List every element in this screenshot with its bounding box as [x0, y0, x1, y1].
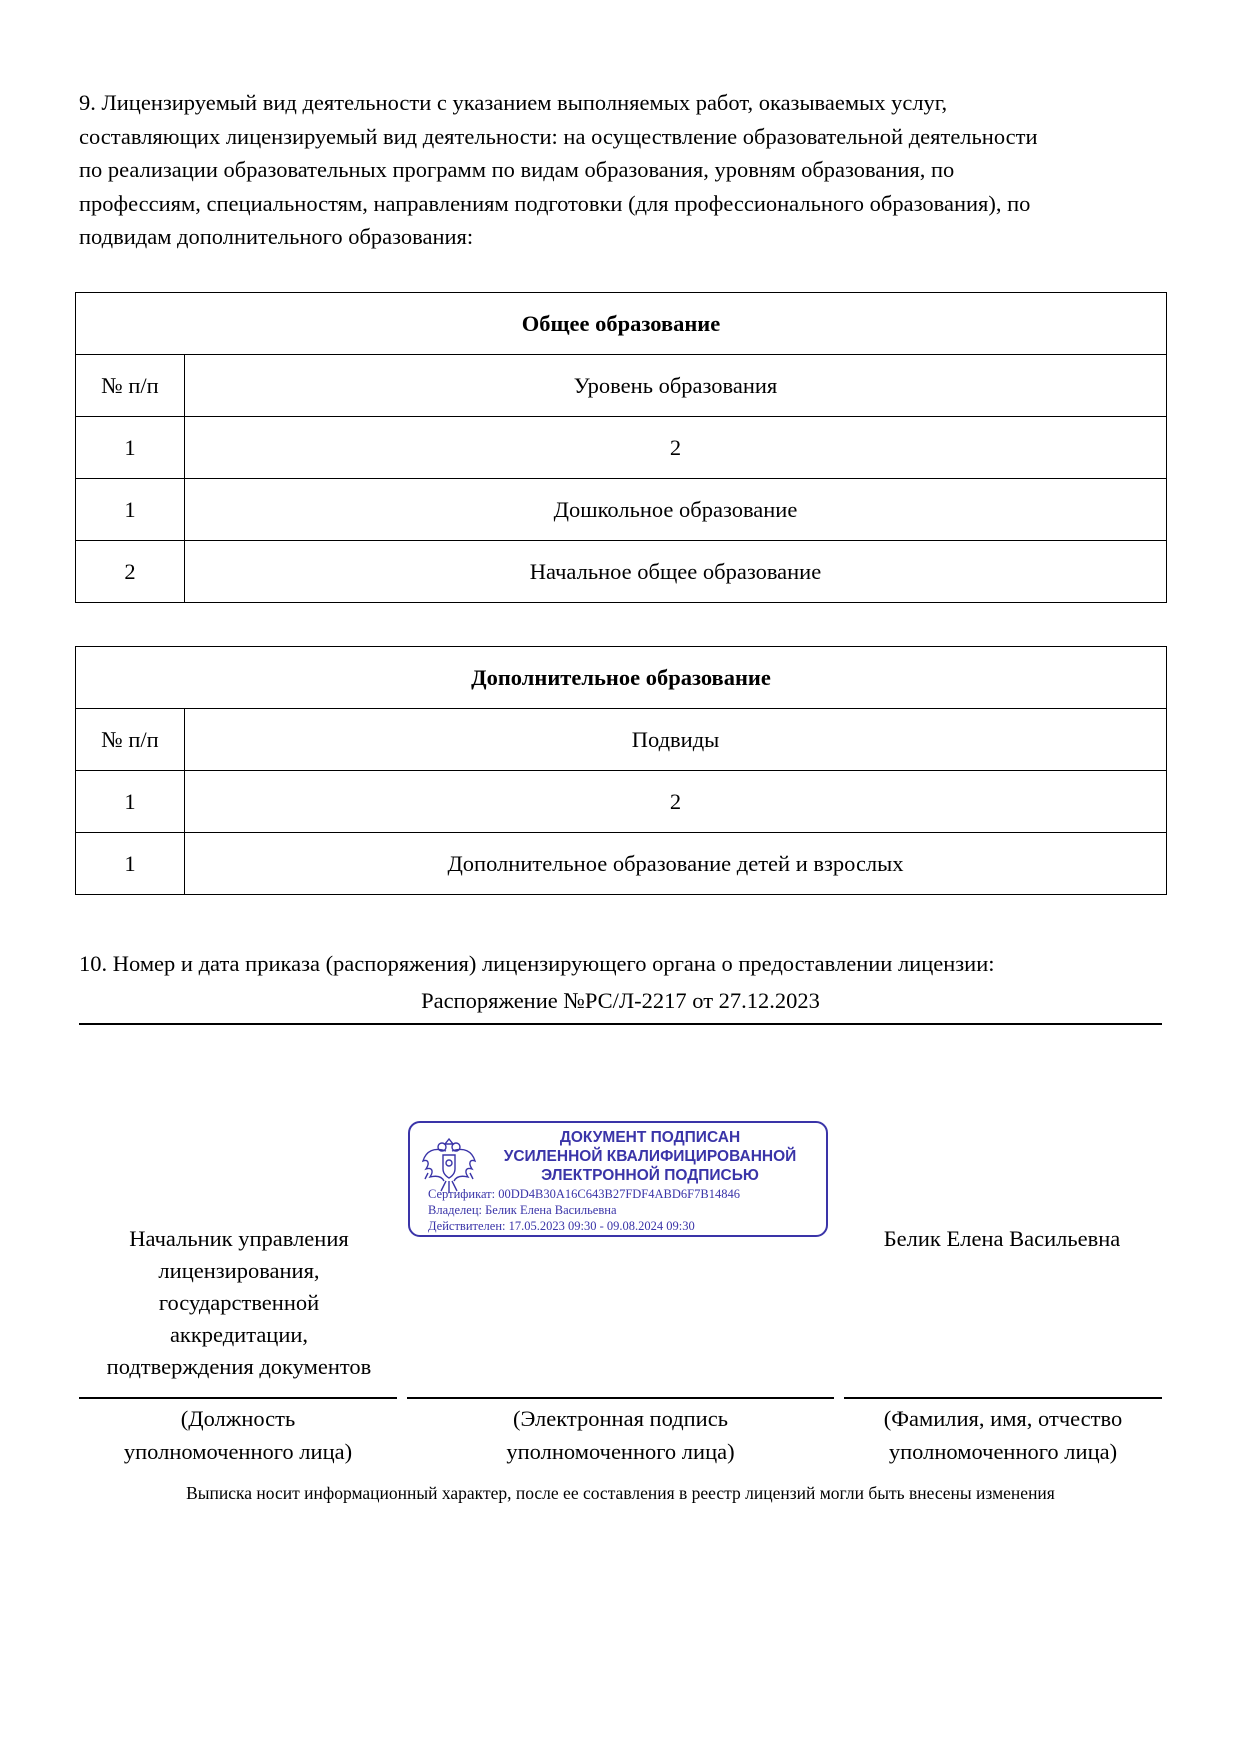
- table-cell: 1: [76, 771, 185, 833]
- table-header-row: [76, 355, 1167, 417]
- caption-line: (Должность: [180, 1406, 296, 1431]
- order-number: Распоряжение №РС/Л-2217 от 27.12.2023: [421, 988, 820, 1013]
- caption-line: уполномоченного лица): [506, 1439, 735, 1464]
- table-row: [76, 833, 1167, 895]
- order-underline: [79, 1023, 1162, 1025]
- stamp-heading-line: ДОКУМЕНТ ПОДПИСАН: [559, 1129, 741, 1146]
- table-title-row: [76, 647, 1167, 709]
- name-underline: [844, 1397, 1162, 1399]
- table-index-row: [76, 417, 1167, 479]
- additional-education-table: [75, 646, 1167, 895]
- name-caption: [844, 1402, 1162, 1468]
- position-caption: [79, 1402, 397, 1468]
- signatory-position-line: аккредитации,: [169, 1322, 309, 1347]
- col-num-header: № п/п: [76, 355, 185, 417]
- stamp-validity: Действителен: 17.05.2023 09:30 - 09.08.2024 09:30: [428, 1219, 695, 1233]
- caption-line: (Электронная подпись: [513, 1406, 728, 1431]
- general-education-table: [75, 292, 1167, 603]
- stamp-heading-line: ЭЛЕКТРОННОЙ ПОДПИСЬЮ: [541, 1167, 759, 1184]
- caption-line: уполномоченного лица): [123, 1439, 353, 1464]
- section-9-line: по реализации образовательных программ по видам образования, уровням образования, по: [79, 157, 955, 182]
- col-level-header: Уровень образования: [185, 355, 1167, 417]
- signatory-position-line: государственной: [158, 1290, 320, 1315]
- electronic-signature-stamp: [408, 1121, 828, 1237]
- section-9-line: 9. Лицензируемый вид деятельности с указанием выполняемых работ, оказываемых услуг,: [79, 90, 948, 115]
- caption-line: уполномоченного лица): [888, 1439, 1118, 1464]
- signature-caption: [407, 1402, 834, 1468]
- table-cell: 1: [76, 479, 185, 541]
- stamp-certificate: Сертификат: 00DD4B30A16C643B27FDF4ABD6F7B14846: [428, 1187, 740, 1201]
- table-row: [76, 479, 1167, 541]
- table-cell: 2: [185, 417, 1167, 479]
- section-9-text: [79, 86, 1171, 254]
- table-cell: 2: [76, 541, 185, 603]
- footnote: Выписка носит информационный характер, после ее составления в реестр лицензий могли быть внесены изменения: [186, 1483, 1055, 1503]
- section-9-line: подвидам дополнительного образования:: [79, 224, 474, 249]
- stamp-owner: Владелец: Белик Елена Васильевна: [428, 1203, 617, 1217]
- signatory-position: [79, 1223, 399, 1383]
- caption-line: (Фамилия, имя, отчество: [883, 1406, 1123, 1431]
- table-cell: Дополнительное образование детей и взрослых: [185, 833, 1167, 895]
- section-9-line: профессиям, специальностям, направлениям подготовки (для профессионального образования), по: [79, 190, 1031, 216]
- table-cell: Дошкольное образование: [185, 479, 1167, 541]
- signatory-position-line: подтверждения документов: [106, 1354, 372, 1379]
- table-cell: Начальное общее образование: [185, 541, 1167, 603]
- signatory-position-line: Начальник управления: [129, 1226, 349, 1251]
- general-education-title: Общее образование: [76, 293, 1167, 355]
- position-underline: [79, 1397, 397, 1399]
- table-cell: 2: [185, 771, 1167, 833]
- table-row: [76, 541, 1167, 603]
- table-index-row: [76, 771, 1167, 833]
- col-num-header: № п/п: [76, 709, 185, 771]
- signature-underline: [407, 1397, 834, 1399]
- signatory-name: Белик Елена Васильевна: [883, 1226, 1121, 1251]
- table-header-row: [76, 709, 1167, 771]
- section-10-text: 10. Номер и дата приказа (распоряжения) лицензирующего органа о предоставлении лицензии:: [79, 951, 995, 976]
- section-9-line: составляющих лицензируемый вид деятельности: на осуществление образовательной деятельности: [79, 123, 1038, 149]
- table-title-row: [76, 293, 1167, 355]
- col-subtype-header: Подвиды: [185, 709, 1167, 771]
- table-cell: 1: [76, 417, 185, 479]
- additional-education-title: Дополнительное образование: [76, 647, 1167, 709]
- table-cell: 1: [76, 833, 185, 895]
- signatory-position-line: лицензирования,: [158, 1258, 320, 1283]
- stamp-heading-line: УСИЛЕННОЙ КВАЛИФИЦИРОВАННОЙ: [503, 1148, 797, 1165]
